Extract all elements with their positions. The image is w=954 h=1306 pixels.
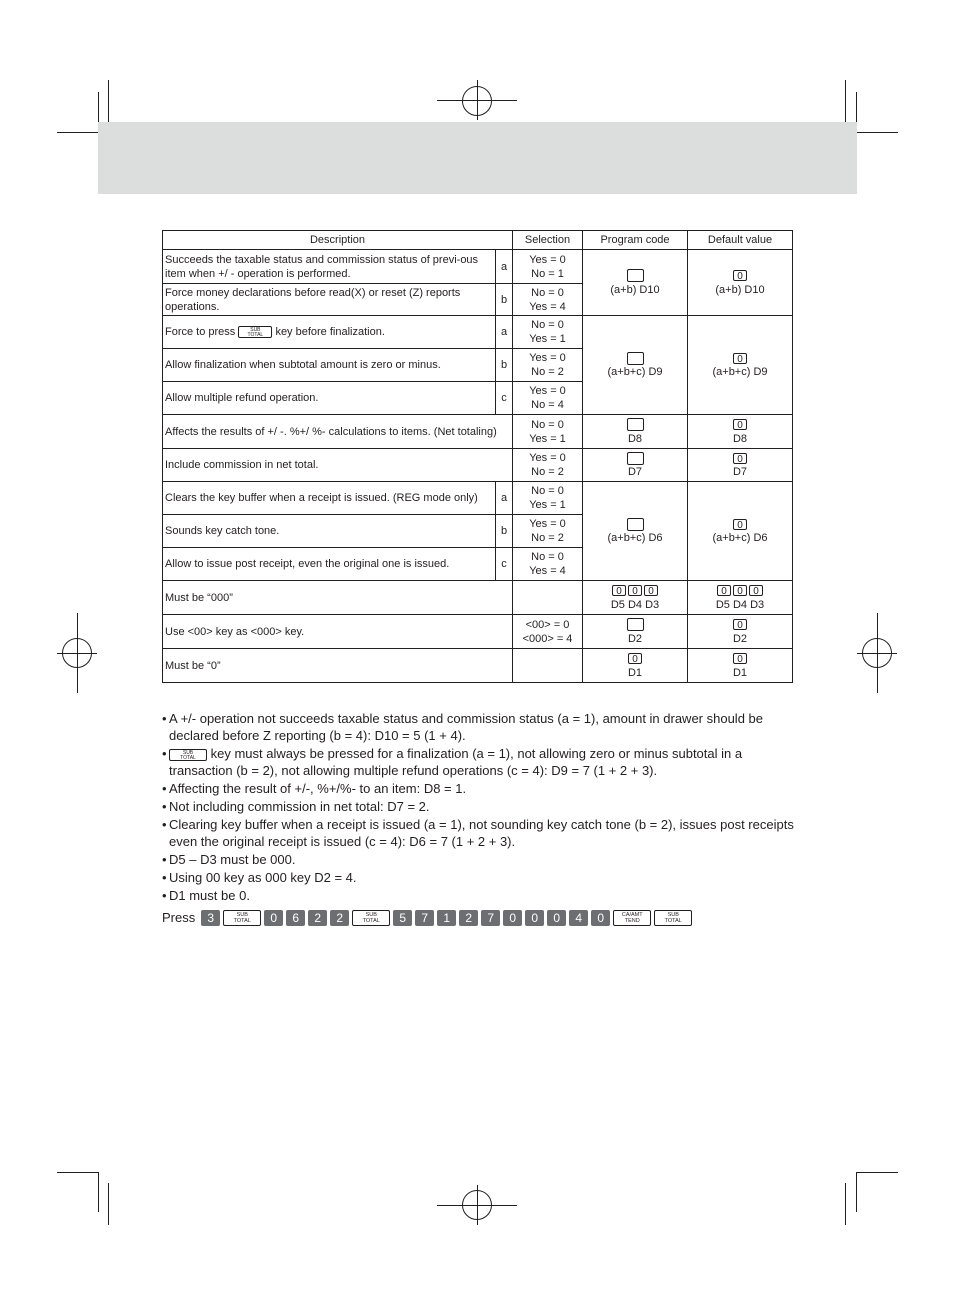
row-description: Include commission in net total. [163, 449, 513, 482]
header-band [98, 122, 857, 194]
digit-key: 0 [503, 910, 522, 926]
crop-mark [856, 132, 898, 133]
input-box-icon [627, 452, 644, 465]
digit-key: 7 [481, 910, 500, 926]
crop-mark [477, 80, 478, 120]
row-selection: <00> = 0 <000> = 4 [513, 615, 583, 649]
row-description: Sounds key catch tone. [163, 515, 496, 548]
row-description: Force money declarations before read(X) or reset (Z) reports operations. [163, 284, 496, 316]
row-selection: No = 0 Yes = 4 [513, 548, 583, 581]
program-code-d2: D2 [583, 615, 688, 649]
program-code-d9: (a+b+c) D9 [583, 316, 688, 415]
row-tag: c [496, 382, 513, 415]
row-selection: Yes = 0 No = 2 [513, 349, 583, 382]
list-item: • SUB TOTAL key must always be pressed for a finalization (a = 1), not allowing zero or minus subtotal in a transaction (b = 2), not allowing multiple refund operations (c = 4): D9 = 7 (1 + 2 + 3). [162, 746, 743, 778]
table-row [163, 415, 793, 449]
table-row [163, 482, 793, 515]
input-box-icon [627, 418, 644, 431]
table-row [163, 649, 793, 683]
default-value-d6: 0 (a+b+c) D6 [688, 482, 793, 581]
row-selection: Yes = 0 No = 2 [513, 449, 583, 482]
list-item: • Using 00 key as 000 key D2 = 4. [162, 870, 357, 885]
row-tag: b [496, 349, 513, 382]
input-box-icon [627, 269, 644, 282]
header-selection: Selection [513, 231, 583, 250]
row-description: Succeeds the taxable status and commission status of previ-ous item when +/ - operation is performed. [163, 250, 496, 284]
row-tag: a [496, 482, 513, 515]
digit-key: 5 [393, 910, 412, 926]
digit-key: 7 [415, 910, 434, 926]
row-description: Allow to issue post receipt, even the original one is issued. [163, 548, 496, 581]
row-selection: No = 0 Yes = 1 [513, 415, 583, 449]
input-box-icon [627, 518, 644, 531]
digit-key: 0 [591, 910, 610, 926]
row-selection [513, 649, 583, 683]
subtotal-key-icon: SUB TOTAL [352, 910, 390, 926]
table-row [163, 316, 793, 349]
key-sequence-keys [201, 910, 695, 926]
press-label: Press [162, 910, 196, 925]
option-table [162, 230, 793, 683]
row-selection: Yes = 0 No = 1 [513, 250, 583, 284]
row-selection: No = 0 Yes = 1 [513, 316, 583, 349]
list-item: • Not including commission in net total: D7 = 2. [162, 799, 430, 814]
crop-mark [57, 132, 99, 133]
row-description: Affects the results of +/ -. %+/ %- calculations to items. (Net totaling) [163, 415, 513, 449]
default-value-d8: 0 D8 [688, 415, 793, 449]
table-row [163, 250, 793, 284]
input-box-icon [627, 618, 644, 631]
ca-amt-tend-key-icon: CA/AMT TEND [613, 910, 651, 926]
digit-key: 3 [201, 910, 220, 926]
subtotal-key-icon: SUB TOTAL [169, 749, 207, 761]
row-description: Clears the key buffer when a receipt is issued. (REG mode only) [163, 482, 496, 515]
crop-mark [98, 1172, 99, 1212]
subtotal-key-icon: SUB TOTAL [654, 910, 692, 926]
default-value-d5-d3: 0 0 0 D5 D4 D3 [688, 581, 793, 615]
list-item: • Clearing key buffer when a receipt is issued (a = 1), not sounding key catch tone (b = 2), issues post receipts even the original receipt is issued (c = 4): D6 = 7 (1 + 2 + 3). [162, 817, 794, 849]
list-item: • A +/- operation not succeeds taxable status and commission status (a = 1), amount in drawer should be declared before Z reporting (b = 4): D10 = 5 (1 + 4). [162, 711, 763, 743]
digit-key: 0 [547, 910, 566, 926]
input-box-icon [627, 352, 644, 365]
crop-mark [856, 1172, 857, 1212]
default-value-d7: 0 D7 [688, 449, 793, 482]
digit-key: 2 [459, 910, 478, 926]
row-tag: a [496, 316, 513, 349]
crop-mark [856, 1172, 898, 1173]
table-row [163, 449, 793, 482]
digit-key: 2 [330, 910, 349, 926]
program-code-d5-d3: 0 0 0 D5 D4 D3 [583, 581, 688, 615]
default-value-d1: 0 D1 [688, 649, 793, 683]
table-row [163, 581, 793, 615]
crop-mark [477, 1185, 478, 1225]
list-item: • Affecting the result of +/-, %+/%- to an item: D8 = 1. [162, 781, 467, 796]
crop-mark [77, 613, 78, 693]
row-tag: a [496, 250, 513, 284]
explanation-notes [162, 710, 802, 905]
default-value-d2: 0 D2 [688, 615, 793, 649]
row-description: Must be “000” [163, 581, 513, 615]
row-description: Allow multiple refund operation. [163, 382, 496, 415]
table-header-row [163, 231, 793, 250]
row-tag: b [496, 515, 513, 548]
digit-key: 4 [569, 910, 588, 926]
crop-mark [877, 613, 878, 693]
row-description: Must be “0” [163, 649, 513, 683]
row-tag: b [496, 284, 513, 316]
row-selection [513, 581, 583, 615]
row-selection: Yes = 0 No = 2 [513, 515, 583, 548]
list-item: • D1 must be 0. [162, 888, 250, 903]
crop-mark [108, 1183, 109, 1225]
header-default-value: Default value [688, 231, 793, 250]
digit-key: 0 [525, 910, 544, 926]
program-code-d7: D7 [583, 449, 688, 482]
program-code-d6: (a+b+c) D6 [583, 482, 688, 581]
digit-key: 6 [286, 910, 305, 926]
default-value-d9: 0 (a+b+c) D9 [688, 316, 793, 415]
program-code-d8: D8 [583, 415, 688, 449]
header-description: Description [163, 231, 513, 250]
row-description: Use <00> key as <000> key. [163, 615, 513, 649]
subtotal-key-icon: SUB TOTAL [238, 326, 272, 338]
row-tag: c [496, 548, 513, 581]
default-value-d10: 0 (a+b) D10 [688, 250, 793, 316]
table-row [163, 615, 793, 649]
digit-key: 2 [308, 910, 327, 926]
crop-mark [845, 1183, 846, 1225]
key-sequence [162, 908, 695, 928]
row-selection: No = 0 Yes = 1 [513, 482, 583, 515]
row-selection: No = 0 Yes = 4 [513, 284, 583, 316]
crop-mark [57, 1172, 99, 1173]
row-description: Allow finalization when subtotal amount is zero or minus. [163, 349, 496, 382]
digit-key: 0 [264, 910, 283, 926]
subtotal-key-icon: SUB TOTAL [223, 910, 261, 926]
list-item: • D5 – D3 must be 000. [162, 852, 296, 867]
header-program-code: Program code [583, 231, 688, 250]
row-selection: Yes = 0 No = 4 [513, 382, 583, 415]
digit-key: 1 [437, 910, 456, 926]
program-code-d10: (a+b) D10 [583, 250, 688, 316]
program-code-d1: 0 D1 [583, 649, 688, 683]
row-description: Force to press SUB TOTAL key before finalization. [163, 316, 496, 349]
